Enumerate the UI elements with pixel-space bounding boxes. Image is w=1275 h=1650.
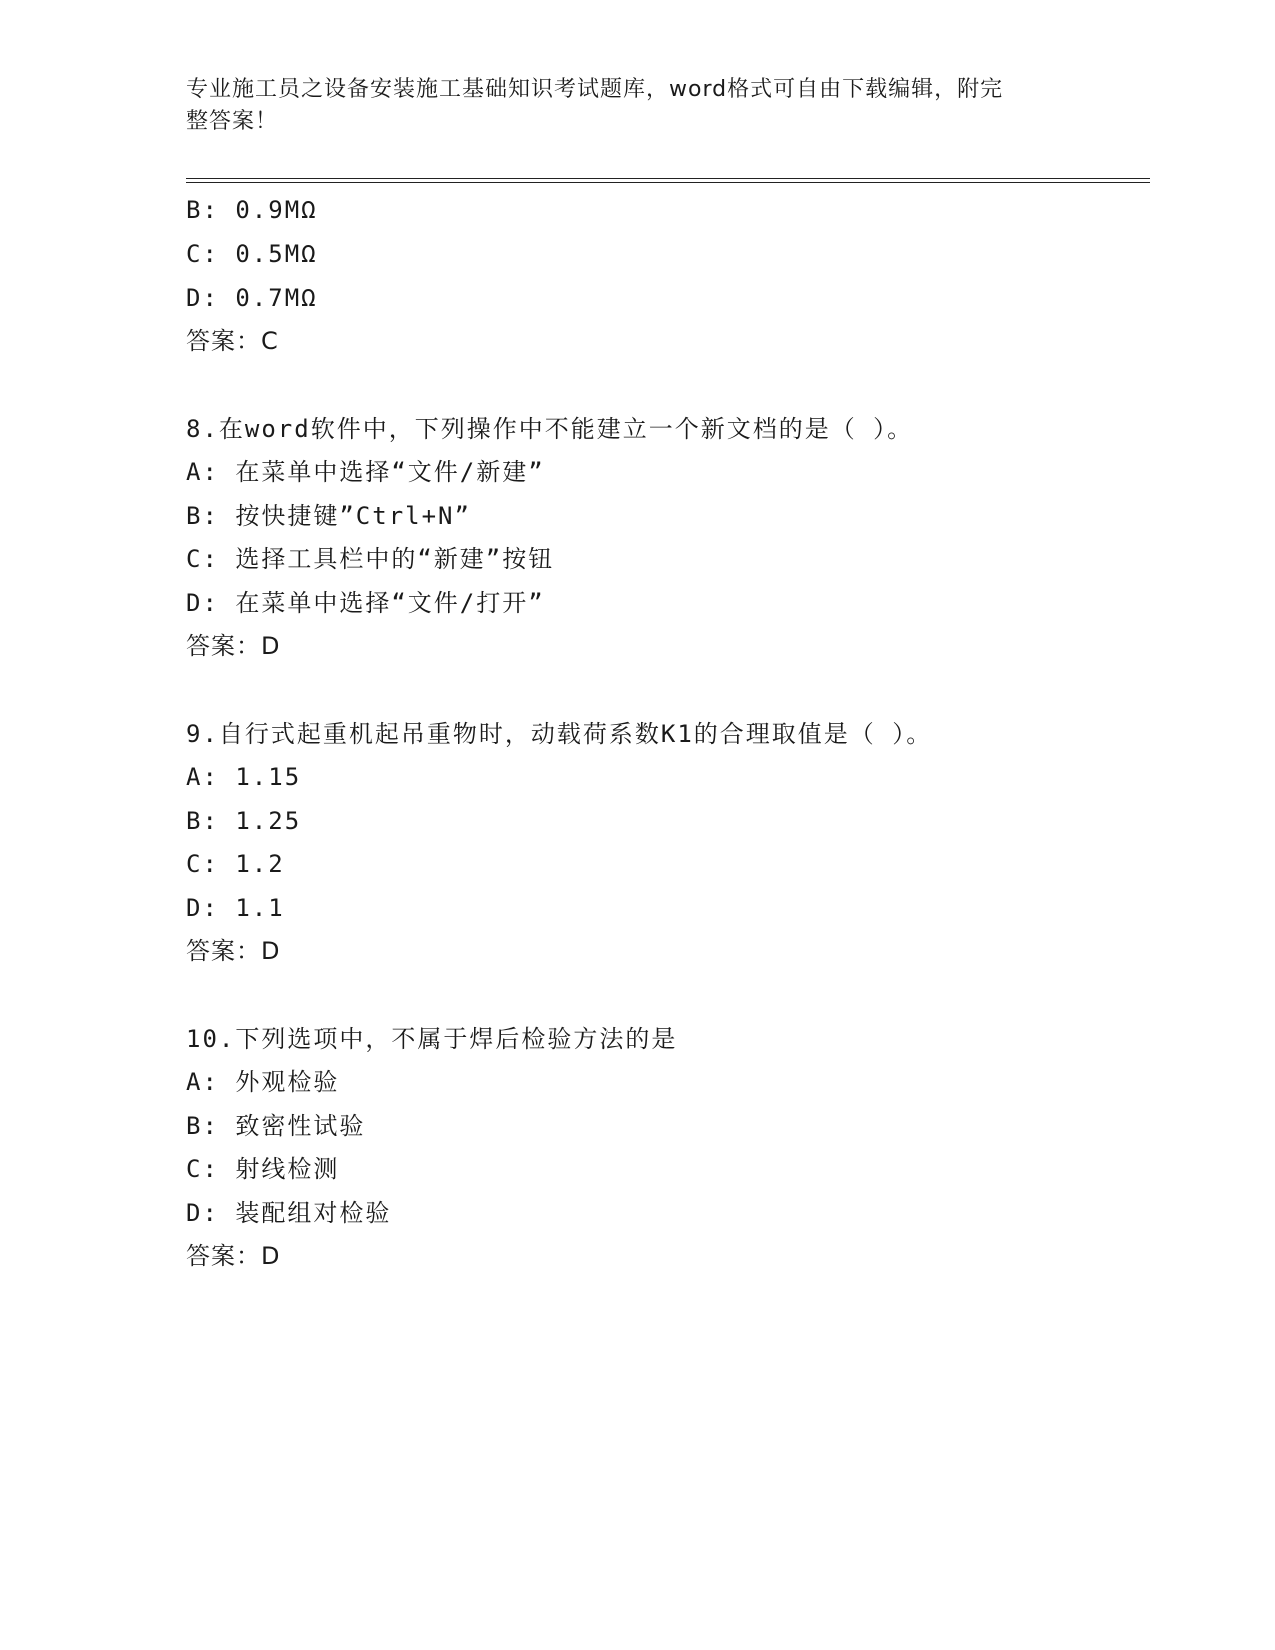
q7-option-d: D: 0.7MΩ bbox=[186, 284, 318, 312]
q8-option-a: A: 在菜单中选择“文件/新建” bbox=[186, 458, 545, 486]
q9-option-b: B: 1.25 bbox=[186, 807, 302, 835]
q8-option-d: D: 在菜单中选择“文件/打开” bbox=[186, 589, 545, 617]
q8-question: 8.在word软件中，下列操作中不能建立一个新文档的是（ ）。 bbox=[186, 415, 914, 443]
q9-answer: 答案：D bbox=[186, 937, 281, 965]
q8-option-b: B: 按快捷键”Ctrl+N” bbox=[186, 502, 471, 530]
document-header bbox=[186, 74, 1066, 138]
q7-answer: 答案：C bbox=[186, 327, 279, 355]
q8-option-c: C: 选择工具栏中的“新建”按钮 bbox=[186, 545, 555, 573]
q7-option-c: C: 0.5MΩ bbox=[186, 240, 318, 268]
q9-option-a: A: 1.15 bbox=[186, 763, 302, 791]
q10-option-c: C: 射线检测 bbox=[186, 1155, 340, 1183]
q10-option-b: B: 致密性试验 bbox=[186, 1112, 366, 1140]
header-line-1: 专业施工员之设备安装施工基础知识考试题库，word格式可自由下载编辑，附完 bbox=[186, 77, 1004, 102]
q9-option-d: D: 1.1 bbox=[186, 894, 285, 922]
q9-option-c: C: 1.2 bbox=[186, 850, 285, 878]
q10-option-a: A: 外观检验 bbox=[186, 1068, 340, 1096]
header-line-2: 整答案！ bbox=[186, 109, 279, 134]
q8-answer: 答案：D bbox=[186, 632, 281, 660]
q10-option-d: D: 装配组对检验 bbox=[186, 1199, 392, 1227]
q7-option-b: B: 0.9MΩ bbox=[186, 196, 318, 224]
q10-answer: 答案：D bbox=[186, 1242, 281, 1270]
header-divider bbox=[186, 178, 1150, 183]
q9-question: 9.自行式起重机起吊重物时，动载荷系数K1的合理取值是（ ）。 bbox=[186, 720, 933, 748]
q10-question: 10.下列选项中，不属于焊后检验方法的是 bbox=[186, 1025, 678, 1053]
